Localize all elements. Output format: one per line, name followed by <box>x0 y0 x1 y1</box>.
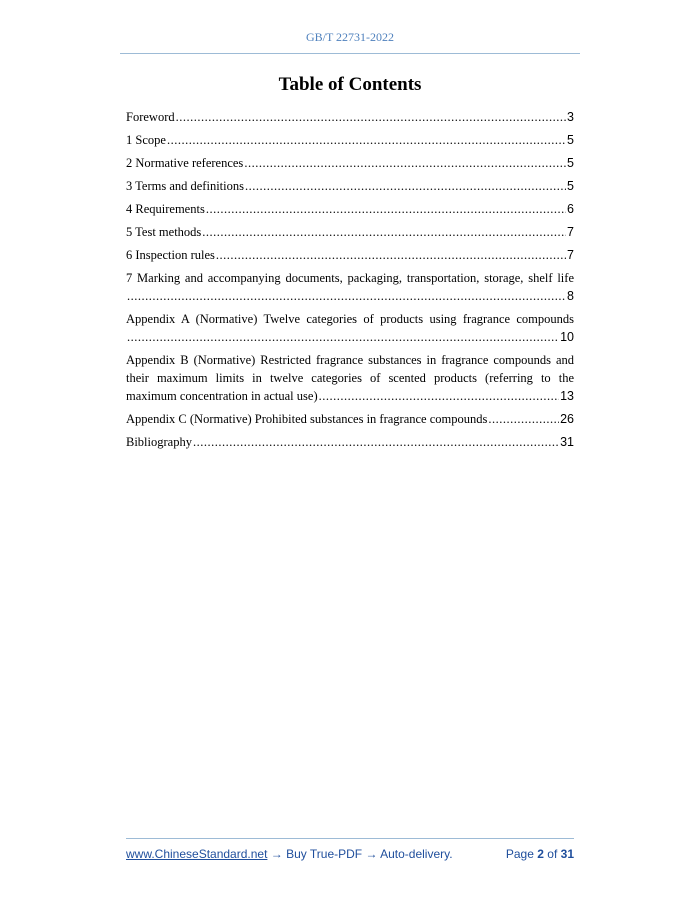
toc-dot-leader <box>127 328 559 346</box>
toc-dot-leader <box>167 131 566 149</box>
toc-entry-inspection-rules[interactable] <box>126 246 574 264</box>
toc-dot-leader <box>176 108 566 126</box>
toc-entry-label-line-1: Appendix B (Normative) Restricted fragrance substances in fragrance compounds and <box>126 353 574 367</box>
toc-entry-label: Appendix C (Normative) Prohibited substances in fragrance compounds <box>126 412 488 426</box>
current-page: 2 <box>537 847 544 861</box>
toc-entry-label: Foreword <box>126 110 175 124</box>
toc-entry-label: 5 Test methods <box>126 225 202 239</box>
toc-entry-appendix-b[interactable] <box>126 351 574 405</box>
toc-entry-label: 3 Terms and definitions <box>126 179 244 193</box>
toc-page-number: 5 <box>567 133 574 147</box>
footer-divider <box>126 838 574 839</box>
page-title: Table of Contents <box>278 74 422 95</box>
toc-page-number: 5 <box>567 156 574 170</box>
toc-dot-leader <box>488 410 559 428</box>
toc-page-number: 31 <box>560 435 574 449</box>
toc-page-number: 5 <box>567 179 574 193</box>
toc-page-number: 7 <box>567 225 574 239</box>
toc-dot-leader <box>319 387 559 405</box>
toc-entry-foreword[interactable] <box>126 108 574 126</box>
toc-entry-marking-packaging[interactable] <box>126 269 574 305</box>
toc-dot-leader <box>127 287 566 305</box>
toc-page-number: 8 <box>567 289 574 303</box>
toc-entry-terms-and-definitions[interactable] <box>126 177 574 195</box>
toc-page-number: 6 <box>567 202 574 216</box>
total-pages: 31 <box>560 847 574 861</box>
site-link[interactable]: www.ChineseStandard.net <box>126 847 268 861</box>
toc-entry-label: 2 Normative references <box>126 156 244 170</box>
page-of: of <box>547 847 558 861</box>
toc-page-number: 7 <box>567 248 574 262</box>
toc-entry-appendix-c[interactable] <box>126 410 574 428</box>
toc-page-number: 13 <box>560 389 574 403</box>
table-of-contents <box>126 108 574 456</box>
toc-entry-bibliography[interactable] <box>126 433 574 451</box>
toc-entry-label: 7 Marking and accompanying documents, packaging, transportation, storage, shelf life <box>126 271 574 285</box>
toc-entry-normative-references[interactable] <box>126 154 574 172</box>
page-indicator <box>506 847 574 861</box>
toc-entry-test-methods[interactable] <box>126 223 574 241</box>
toc-page-number: 26 <box>560 412 574 426</box>
toc-page-number: 3 <box>567 110 574 124</box>
document-header: GB/T 22731-2022 <box>305 30 395 44</box>
toc-entry-appendix-a[interactable] <box>126 310 574 346</box>
toc-dot-leader <box>244 154 566 172</box>
toc-dot-leader <box>202 223 566 241</box>
header-divider <box>120 53 580 54</box>
footer-promo <box>126 847 453 861</box>
toc-entry-label: Bibliography <box>126 435 192 449</box>
toc-entry-label: Appendix A (Normative) Twelve categories of products using fragrance compounds <box>126 312 574 326</box>
toc-page-number: 10 <box>560 330 574 344</box>
toc-entry-requirements[interactable] <box>126 200 574 218</box>
toc-entry-label-line-2: their maximum limits in twelve categories of scented products (referring to the <box>126 371 574 385</box>
page-prefix: Page <box>505 847 534 861</box>
page-footer <box>126 847 574 861</box>
promo-text: → Buy True-PDF → Auto-delivery. <box>267 847 453 861</box>
toc-entry-label: 1 Scope <box>126 133 166 147</box>
toc-dot-leader <box>245 177 566 195</box>
toc-entry-label-continued: maximum concentration in actual use) <box>126 389 318 403</box>
toc-entry-label: 6 Inspection rules <box>126 248 215 262</box>
toc-entry-label: 4 Requirements <box>126 202 205 216</box>
toc-dot-leader <box>193 433 559 451</box>
toc-dot-leader <box>216 246 566 264</box>
toc-entry-scope[interactable] <box>126 131 574 149</box>
toc-dot-leader <box>206 200 566 218</box>
